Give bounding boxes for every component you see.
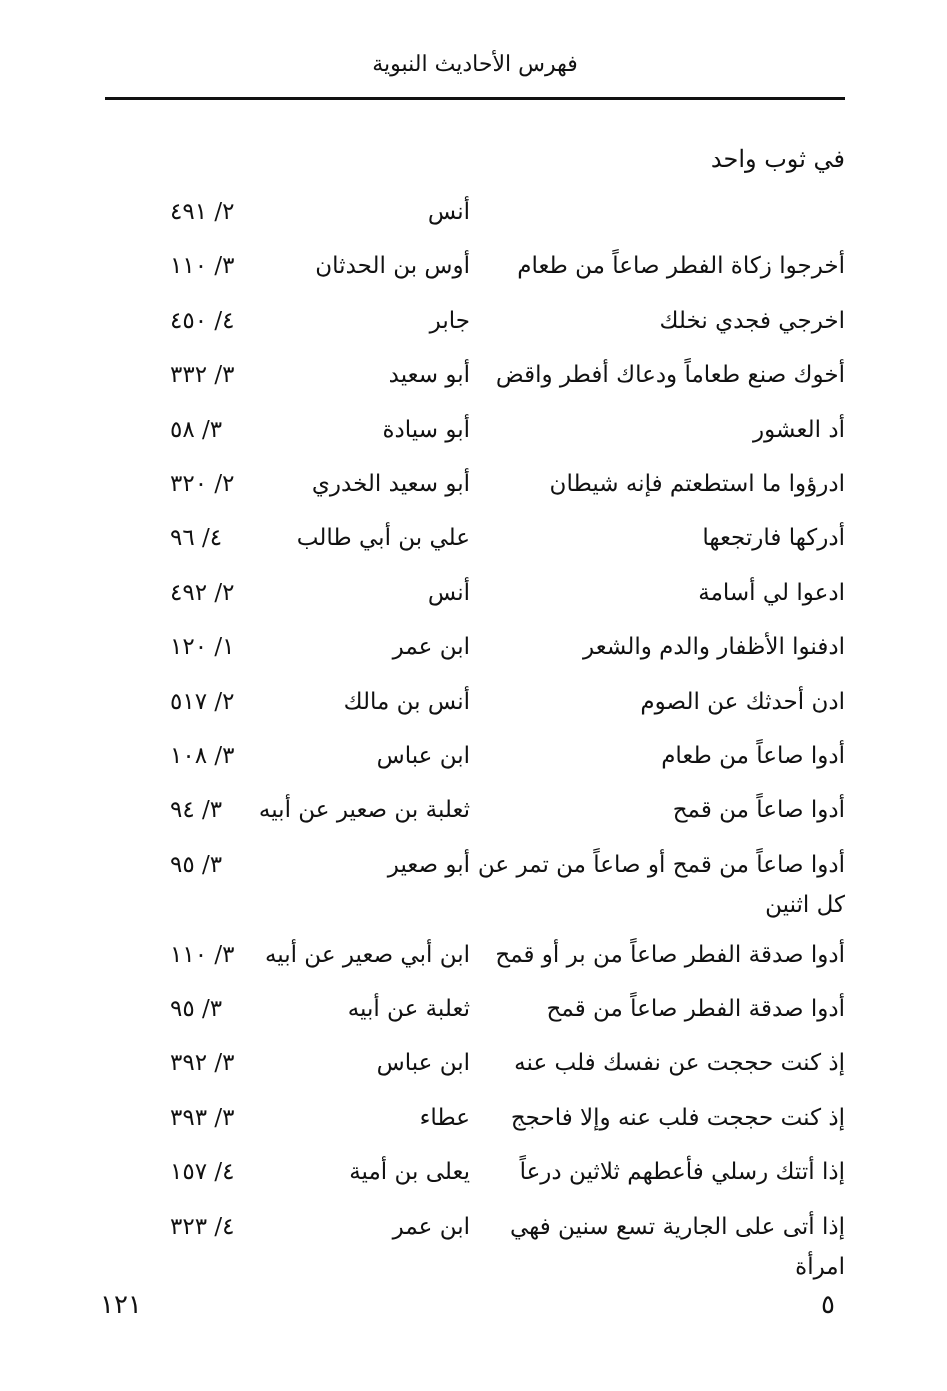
volume-page-ref: ٣/ ٣٣٢ (170, 362, 235, 389)
index-entry (100, 301, 845, 355)
volume-page-ref: ٤/ ٤٥٠ (170, 307, 235, 334)
volume-page-ref: ٣/ ٩٥ (170, 851, 223, 878)
index-entry (100, 989, 845, 1043)
hadith-text: اخرجي فجدي نخلك (659, 307, 845, 334)
hadith-text: إذ كنت حججت فلب عنه وإلا فاحجج (510, 1104, 845, 1131)
volume-page-ref: ٤/ ١٥٧ (170, 1159, 235, 1186)
hadith-text: أدوا صدقة الفطر صاعاً من بر أو قمح (495, 941, 845, 968)
running-head: فهرس الأحاديث النبوية (372, 52, 578, 77)
hadith-text: أخرجوا زكاة الفطر صاعاً من طعام (517, 253, 845, 280)
volume-page-ref: ٣/ ١٠٨ (170, 742, 235, 769)
index-entry (100, 192, 845, 246)
hadith-text: ادفنوا الأظفار والدم والشعر (583, 634, 845, 661)
narrator-name: ابن عباس (376, 1050, 470, 1077)
narrator-name: ابن عباس (376, 742, 470, 769)
hadith-index-list (100, 192, 845, 1280)
volume-page-ref: ٣/ ٩٤ (170, 797, 223, 824)
index-entry (100, 410, 845, 464)
narrator-name: أنس بن مالك (343, 688, 470, 715)
volume-page-ref: ٤/ ٣٢٣ (170, 1213, 235, 1240)
index-entry (100, 1098, 845, 1152)
hadith-text: أدركها فارتجعها (702, 525, 845, 552)
narrator-name: يعلى بن أمية (349, 1159, 470, 1186)
index-entry (100, 573, 845, 627)
volume-page-ref: ٣/ ٩٥ (170, 996, 223, 1023)
narrator-name: ابن أبي صعير عن أبيه (264, 941, 470, 968)
narrator-name: علي بن أبي طالب (296, 525, 470, 552)
page-number: ١٢١ (100, 1290, 142, 1320)
hadith-text: إذ كنت حججت عن نفسك فلب عنه (514, 1050, 845, 1077)
hadith-text: إذا أتتك رسلي فأعطهم ثلاثين درعاً (519, 1159, 845, 1186)
volume-page-ref: ٢/ ٤٩١ (170, 199, 235, 225)
index-entry (100, 1043, 845, 1097)
index-entry (100, 464, 845, 518)
volume-page-ref: ٤/ ٩٦ (170, 525, 223, 552)
hadith-text: ادن أحدثك عن الصوم (640, 688, 845, 715)
index-entry (100, 627, 845, 681)
volume-page-ref: ٢/ ٣٢٠ (170, 470, 235, 497)
index-entry (100, 355, 845, 409)
index-entry (100, 246, 845, 300)
volume-page-ref: ٢/ ٥١٧ (170, 688, 235, 715)
index-entry (100, 736, 845, 790)
index-entry (100, 790, 845, 844)
narrator-name: ثعلبة بن صعير عن أبيه (258, 797, 470, 824)
narrator-name: أبو سعيد الخدري (311, 470, 470, 497)
volume-page-ref: ٣/ ١١٠ (170, 941, 235, 968)
index-entry (100, 1207, 845, 1280)
index-entry (100, 845, 845, 935)
narrator-name: أبو سعيد (388, 362, 470, 389)
volume-page-ref: ٣/ ٣٩٣ (170, 1104, 235, 1131)
header-rule (105, 97, 845, 100)
hadith-text: أدوا صاعاً من طعام (661, 742, 845, 769)
narrator-name: عطاء (419, 1104, 470, 1131)
narrator-name: أبو سيادة (382, 416, 470, 443)
volume-page-ref: ٣/ ٣٩٢ (170, 1050, 235, 1077)
signature-mark: ٥ (821, 1290, 835, 1320)
narrator-name: أنس (427, 579, 470, 606)
hadith-text: ادرؤوا ما استطعتم فإنه شيطان (549, 470, 845, 497)
hadith-text: أدوا صاعاً من قمح (672, 797, 845, 824)
hadith-text: أدوا صدقة الفطر صاعاً من قمح (546, 996, 845, 1023)
narrator-name: أبو صعير (387, 851, 470, 878)
hadith-text: إذا أتى على الجارية تسع سنين فهي امرأة (509, 1213, 845, 1280)
hadith-text: ادعوا لي أسامة (698, 579, 845, 606)
narrator-name: جابر (429, 307, 470, 334)
volume-page-ref: ١/ ١٢٠ (170, 634, 235, 661)
hadith-text: أخوك صنع طعاماً ودعاك أفطر واقض (495, 362, 845, 389)
narrator-name: أوس بن الحدثان (315, 253, 470, 280)
index-entry (100, 682, 845, 736)
narrator-name: ابن عمر (392, 1213, 470, 1240)
index-entry (100, 1152, 845, 1206)
volume-page-ref: ٢/ ٤٩٢ (170, 579, 235, 606)
volume-page-ref: ٣/ ٥٨ (170, 416, 223, 443)
narrator-name: ثعلبة عن أبيه (347, 996, 470, 1023)
narrator-name: أنس (427, 199, 470, 225)
hadith-text: أد العشور (753, 416, 845, 443)
index-entry (100, 935, 845, 989)
volume-page-ref: ٣/ ١١٠ (170, 253, 235, 280)
hadith-text: أدوا صاعاً من قمح أو صاعاً من تمر عن كل اثنين (477, 851, 845, 918)
continuation-text: في ثوب واحد (710, 145, 845, 173)
narrator-name: ابن عمر (392, 634, 470, 661)
index-entry (100, 518, 845, 572)
